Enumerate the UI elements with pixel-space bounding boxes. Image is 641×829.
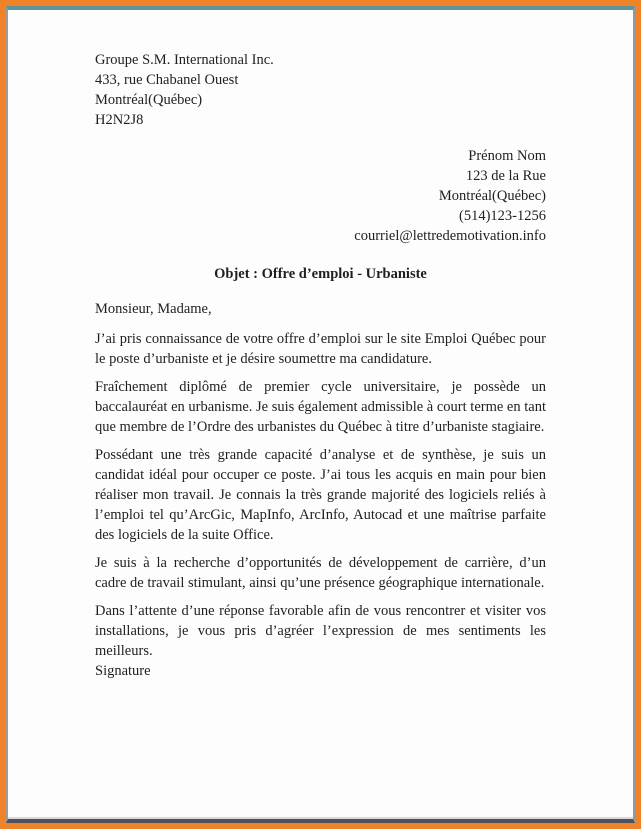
letter-page-inner-border — [6, 6, 635, 823]
sender-line: Montréal(Québec) — [95, 92, 203, 108]
signature-label: Signature — [95, 662, 151, 679]
recipient-line: Prénom Nom — [468, 148, 546, 164]
subject-line: Objet : Offre d’emploi - Urbaniste — [214, 266, 427, 282]
letter-content — [8, 10, 633, 819]
body-paragraph: Fraîchement diplômé de premier cycle universitaire, je possède un baccalauréat en urbanisme. Je suis également admissible à court terme en tant que membre de l’Ordre des urbanistes du Québec à titre d’urbaniste stagiaire. — [95, 378, 546, 435]
body-paragraph: Dans l’attente d’une réponse favorable afin de vous rencontrer et visiter vos installations, je vous pris d’agréer l’expression de mes sentiments les meilleurs. — [95, 602, 546, 659]
body-paragraph: Possédant une très grande capacité d’analyse et de synthèse, je suis un candidat idéal pour occuper ce poste. J’ai tous les acquis en main pour bien réaliser mon travail. Je connais la très grande majorité des logiciels reliés à l’emploi tel qu’ArcGic, MapInfo, ArcInfo, Autocad et une maîtrise parfaite des logiciels de la suite Office. — [95, 446, 546, 543]
recipient-line: (514)123-1256 — [459, 208, 546, 224]
salutation: Monsieur, Madame, — [95, 300, 212, 317]
sender-line: Groupe S.M. International Inc. — [95, 52, 274, 68]
recipient-line: 123 de la Rue — [465, 168, 546, 184]
recipient-block — [95, 146, 546, 246]
recipient-line: courriel@lettredemotivation.info — [354, 228, 546, 244]
sender-line: 433, rue Chabanel Ouest — [95, 72, 239, 88]
recipient-line: Montréal(Québec) — [438, 188, 546, 204]
sender-line: H2N2J8 — [95, 112, 144, 128]
body-paragraph: Je suis à la recherche d’opportunités de développement de carrière, d’un cadre de travail stimulant, ainsi qu’une présence géographique internationale. — [95, 554, 546, 591]
sender-block — [95, 50, 546, 130]
body-paragraph: J’ai pris connaissance de votre offre d’emploi sur le site Emploi Québec pour le poste d’urbaniste et je désire soumettre ma candidature. — [95, 330, 546, 367]
